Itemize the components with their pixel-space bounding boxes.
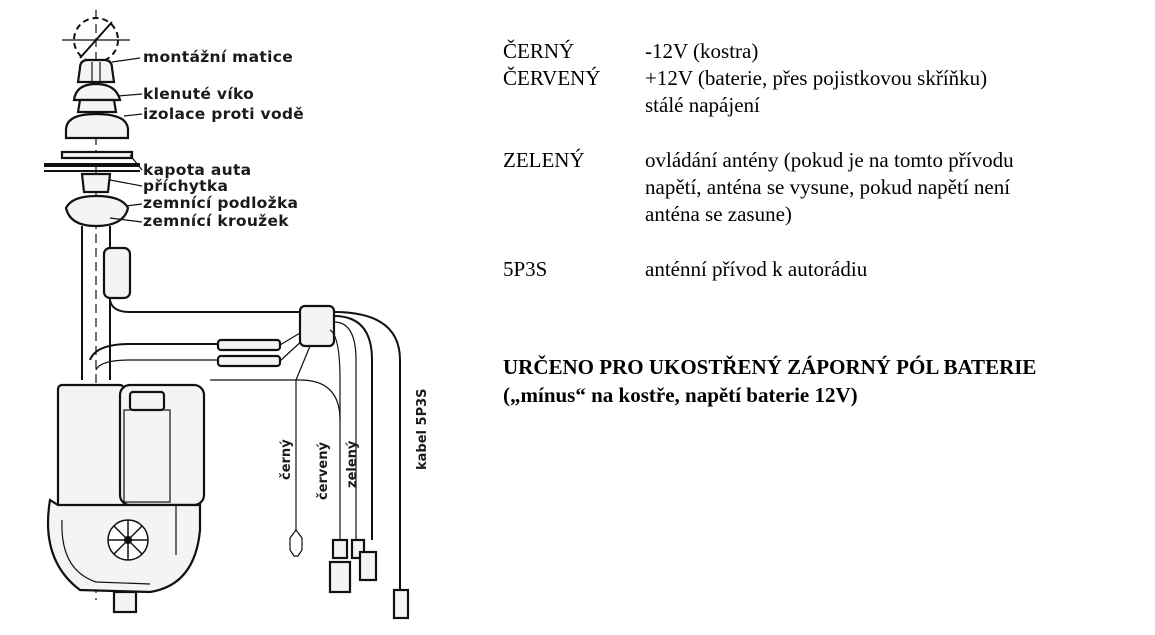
polarity-warning (503, 353, 1148, 409)
label-washer: zemnící podložka (143, 194, 299, 212)
legend-key: ČERNÝ (503, 39, 575, 63)
legend-key-empty (503, 92, 645, 119)
antenna-wiring-diagram (0, 0, 460, 635)
legend-desc: +12V (baterie, přes pojistkovou skříňku) (645, 66, 988, 90)
legend-desc: anténa se zasune) (645, 202, 792, 226)
legend-desc: ovládání antény (pokud je na tomto přívodu (645, 148, 1014, 172)
legend-row-red-cont (503, 92, 1143, 119)
legend-key-empty (503, 174, 645, 201)
label-hood: kapota auta (143, 161, 252, 179)
gear-icon (108, 520, 148, 560)
label-seal: izolace proti vodě (143, 105, 305, 123)
legend-desc: -12V (kostra) (645, 39, 759, 63)
legend-row-red (503, 65, 1143, 92)
legend-desc: napětí, anténa se vysune, pokud napětí není (645, 175, 1011, 199)
label-ring: zemnící kroužek (143, 212, 289, 230)
wire-color-legend (503, 38, 1143, 283)
legend-row-cable (503, 256, 1143, 283)
legend-key: 5P3S (503, 257, 548, 281)
legend-row-green (503, 147, 1143, 174)
wire-label-cable: kabel 5P3S (415, 388, 430, 470)
legend-row-black (503, 38, 1143, 65)
wire-label-red: červený (316, 442, 331, 500)
car-hood-icon (44, 152, 140, 171)
warning-line-2: („mínus“ na kostře, napětí baterie 12V) (503, 383, 858, 407)
legend-row-green-cont (503, 201, 1143, 228)
wire-label-green: zelený (345, 440, 360, 488)
clip-icon (82, 174, 110, 192)
legend-desc: anténní přívod k autorádiu (645, 257, 868, 281)
label-nut: montážní matice (143, 48, 294, 66)
label-clip: příchytka (143, 177, 229, 195)
legend-key: ČERVENÝ (503, 66, 601, 90)
wire-label-black: černý (279, 439, 294, 480)
water-seal-icon (66, 114, 128, 138)
domed-cover-icon (74, 84, 120, 112)
warning-line-1: URČENO PRO UKOSTŘENÝ ZÁPORNÝ PÓL BATERIE (503, 355, 1037, 379)
ground-washer-icon (66, 196, 128, 226)
label-cap: klenuté víko (143, 85, 255, 103)
mounting-nut-icon (78, 60, 114, 82)
motor-housing (48, 385, 204, 612)
legend-desc: stálé napájení (645, 93, 760, 117)
legend-row-green-cont (503, 174, 1143, 201)
legend-key: ZELENÝ (503, 148, 585, 172)
legend-key-empty (503, 201, 645, 228)
relay-box (104, 248, 130, 298)
